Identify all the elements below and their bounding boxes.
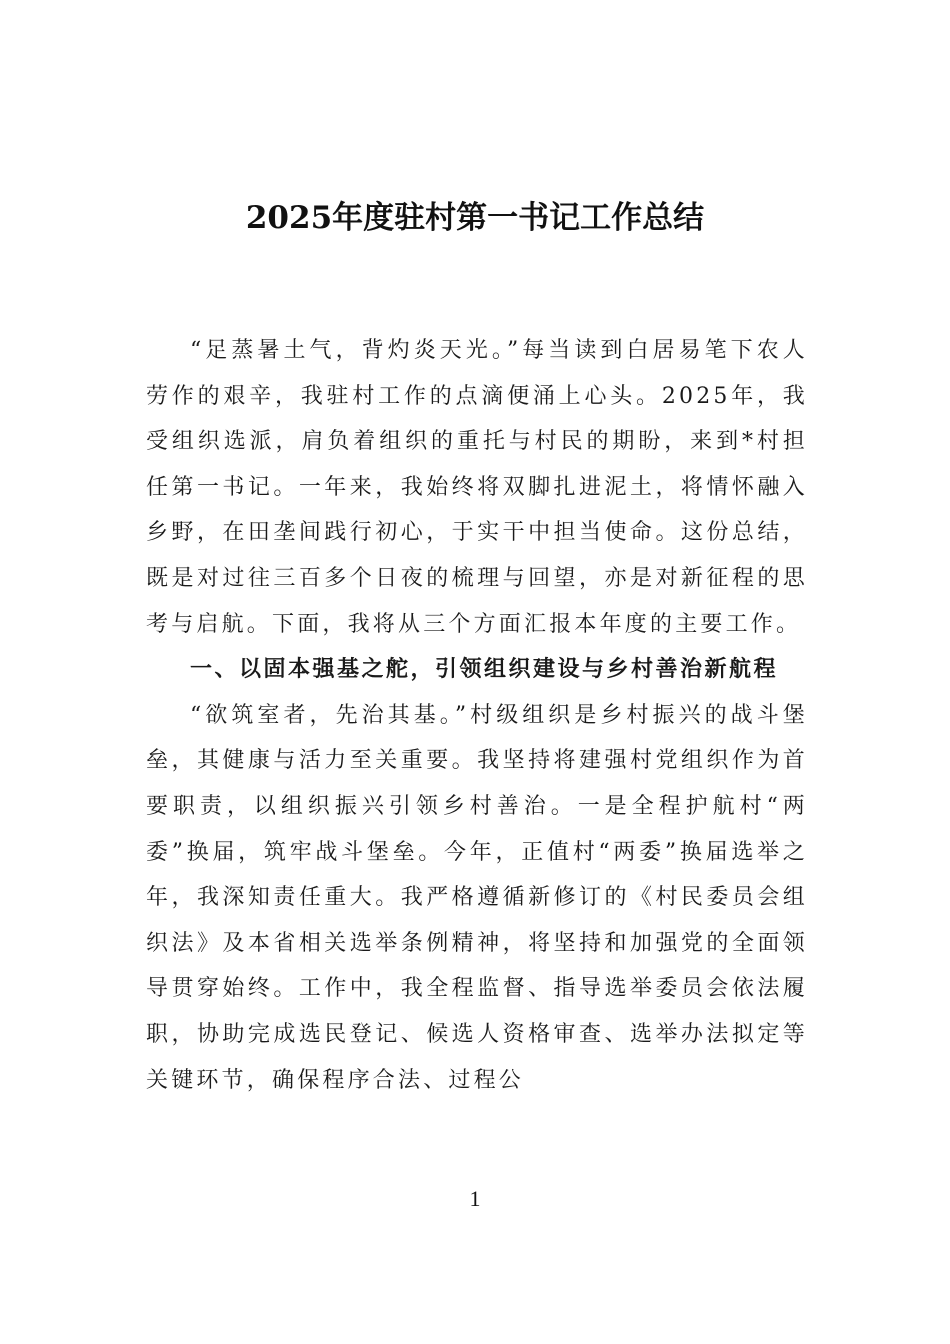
page-number: 1 bbox=[469, 1186, 481, 1211]
section-paragraph: “欲筑室者，先治其基。”村级组织是乡村振兴的战斗堡垒，其健康与活力至关重要。我坚持将建强村党组织作为首要职责，以组织振兴引领乡村善治。一是全程护航村“两委”换届，筑牢战斗堡垒。今年，正值村“两委”换届选举之年，我深知责任重大。我严格遵循新修订的《村民委员会组织法》及本省相关选举条例精神，将坚持和加强党的全面领导贯穿始终。工作中，我全程监督、指导选举委员会依法履职，协助完成选民登记、候选人资格审查、选举办法拟定等关键环节，确保程序合法、过程公 bbox=[146, 702, 808, 1093]
document-body bbox=[146, 328, 808, 1103]
intro-paragraph: “足蒸暑土气，背灼炎天光。”每当读到白居易笔下农人劳作的艰辛，我驻村工作的点滴便涌上心头。2025年，我受组织选派，肩负着组织的重托与村民的期盼，来到*村担任第一书记。一年来，我始终将双脚扎进泥土，将情怀融入乡野，在田垄间践行初心，于实干中担当使命。这份总结，既是对过往三百多个日夜的梳理与回望，亦是对新征程的思考与启航。下面，我将从三个方面汇报本年度的主要工作。 bbox=[146, 338, 808, 637]
document-title: 2025年度驻村第一书记工作总结 bbox=[245, 200, 705, 236]
section-heading: 一、以固本强基之舵，引领组织建设与乡村善治新航程 bbox=[190, 657, 779, 683]
